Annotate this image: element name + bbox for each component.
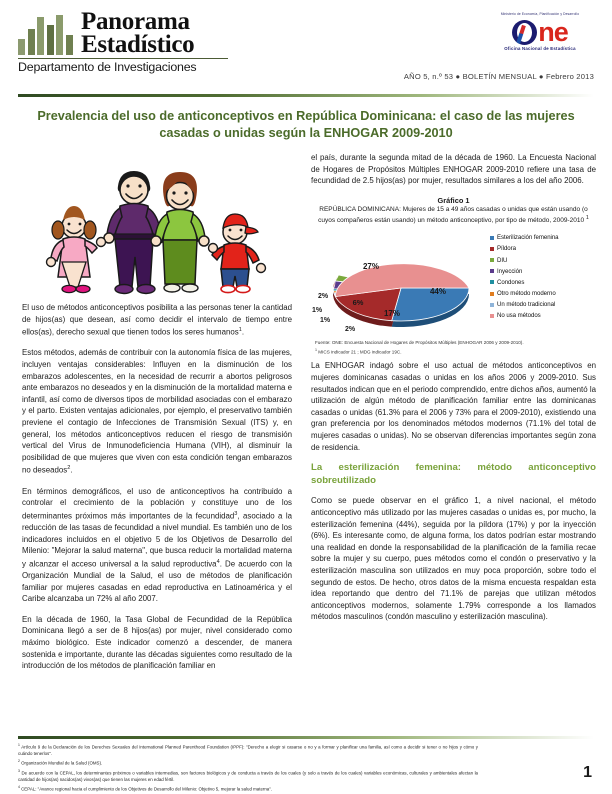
footnote-ref-1: 1: [238, 327, 242, 334]
footnote-item: [18, 758, 478, 767]
header-divider: [18, 94, 594, 97]
footnote-ref-2: 2: [67, 465, 71, 472]
legend-item: [490, 279, 598, 286]
one-o-icon: [512, 20, 537, 45]
section-heading: La esterilización femenina: método anticonceptivo sobreutilizado: [311, 462, 596, 486]
legend-item: [490, 268, 598, 275]
department-label: Departamento de Investigaciones: [18, 60, 197, 74]
footnote-text: Organización Mundial de la Salud (OMS).: [21, 760, 103, 766]
family-illustration: [22, 150, 292, 296]
svg-text:17%: 17%: [383, 309, 401, 319]
legend-label: No usa métodos: [497, 312, 541, 320]
svg-text:2%: 2%: [317, 293, 329, 301]
one-institution-logo: [486, 13, 594, 51]
right-after-chart-paragraph: La ENHOGAR indagó sobre el uso actual de métodos anticonceptivos en mujeres dominicanas casadas o unidas en los años 2006 y 2009-2010. Sus resultados indican que en el periodo comprendido, entre dichos años, aumentó la utilización de algún método de planificación familiar entre las dominicanas casadas o unidas (61.3% para el 2006 y 73% para el 2009-2010), existiendo una gran preferencia por los denominados métodos modernos (71.1% del total de mujeres casadas o unidas). No se observan diferencias importantes según zona de residencia.: [311, 361, 596, 452]
chart-title-superscript: 1: [585, 215, 589, 222]
chart-source: [315, 340, 596, 355]
pie-chart: [309, 232, 489, 338]
footnotes: [18, 742, 478, 794]
paragraph-4: En la década de 1960, la Tasa Global de Fecundidad de la República Dominicana llegó a ser de 8 hijos(as) por mujer, nivel considerado como máximo biológico. Este indicador comenzó a descender, de manera sostenida e importante, durante las décadas siguientes como resultado de la introducción de los métodos de planificación familiar en: [22, 614, 292, 671]
svg-text:1%: 1%: [311, 307, 323, 315]
legend-swatch-icon: [490, 292, 494, 296]
paragraph-3-text-a: En términos demográficos, el uso de anticonceptivos ha contribuido a controlar el crecimiento de la población y constituye uno de los determinantes próximos más importantes de la fecundidad: [22, 486, 292, 521]
chart-source-line: Fuente: ONE: Encuesta Nacional de Hogares de Propósitos Múltiples (ENHOGAR 2006 y 2009-2010).: [315, 340, 524, 346]
footnote-marker: 2: [18, 759, 20, 764]
paragraph-2: Estos métodos, además de contribuir con la autonomía física de las mujeres, incluyen ventajas considerables: Influyen en la disminución de los embarazos adolescentes, en la necesidad de recurrir a abortos peligrosos ante embarazos no deseados y en la disminución de la mortalidad materna e infantil, así como de diversos tipos de morbilidad asociadas con el embarazo y el parto. Existen ventajas adicionales, por ejemplo, el preservativo también previene el contagio de Infecciones de Transmisión Sexual (ITS) y, en general, los métodos anticonceptivos reducen el riesgo de transmisión vertical del Virus de Inmunodeficiencia Humana (VIH), al disminuir la posibilidad de que mujeres que viven con esta condición tengan embarazos no deseados$^2$.: [22, 348, 292, 475]
footnote-marker: 3: [18, 769, 20, 774]
legend-label: Esterilización femenina: [497, 234, 559, 242]
legend-item: [490, 301, 598, 308]
one-subtitle: Oficina Nacional de Estadística: [504, 46, 576, 52]
svg-text:27%: 27%: [362, 262, 380, 272]
chart-source-note-marker: 1: [315, 347, 317, 352]
legend-swatch-icon: [490, 280, 494, 284]
footer-divider: [18, 736, 594, 739]
bar-chart-logo-icon: [18, 15, 75, 56]
svg-text:44%: 44%: [429, 287, 447, 297]
svg-text:1%: 1%: [319, 317, 331, 325]
legend-label: Otro método moderno: [497, 290, 556, 298]
legend-swatch-icon: [490, 303, 494, 307]
legend-swatch-icon: [490, 236, 494, 240]
legend-label: DIU: [497, 256, 508, 264]
publication-wordmark: [81, 10, 194, 56]
legend-item: [490, 312, 598, 319]
legend-label: Condones: [497, 278, 525, 286]
paragraph-3-text-c: . De acuerdo con la Organización Mundial de la Salud, el uso de métodos de planificación familiar por mujeres casadas en edad reproductiva en Latinoamérica y el Caribe alcanzaba un 72% al año 2007.: [22, 559, 292, 604]
paragraph-2-text: Estos métodos, además de contribuir con la autonomía física de las mujeres, incluyen ventajas considerables: Influyen en la disminución de los embarazos adolescentes, en la necesidad de recurrir a abortos peligrosos ante embarazos no deseados y en la disminución de la mortalidad materna e infantil, así como de diversos tipos de morbilidad asociadas con el embarazo y el parto. Existen ventajas adicionales, por ejemplo, el preservativo también previene el contagio de Infecciones de Transmisión Sexual (ITS) y, en general, los métodos anticonceptivos reducen el riesgo de transmisión vertical del Virus de Inmunodeficiencia Humana (VIH), al disminuir la posibilidad de que mujeres que viven con esta condición tengan embarazos no deseados: [22, 348, 292, 475]
footnote-ref-4: 4: [216, 558, 220, 565]
chart-figure-label: Gráfico 1: [437, 195, 470, 205]
logo-divider: [18, 58, 228, 59]
chart-source-note-text: MICS indicador 21 ; MDG indicador 19C.: [318, 349, 402, 355]
paragraph-1-text: El uso de métodos anticonceptivos posibilita a las personas tener la cantidad de hijos(as) que desean, así como decidir el intervalo de tiempo entre ellos(as), derecho sexual que tienen todos los seres humanos: [22, 303, 292, 337]
right-intro-paragraph: el país, durante la segunda mitad de la década de 1960. La Encuesta Nacional de Hogares de Propósitos Múltiples ENHOGAR 2009-2010 refiere una tasa de fecundidad de 2.5 hijos(as) por mujer, resultados similares a los del año 2006.: [311, 153, 596, 186]
legend-item: [490, 257, 598, 264]
legend-item: [490, 245, 598, 252]
brand-line-2: Estadístico: [81, 31, 195, 58]
legend-swatch-icon: [490, 269, 494, 273]
ministry-label: Ministerio de Economía, Planificación y Desarrollo: [500, 12, 580, 17]
svg-text:6%: 6%: [352, 298, 364, 308]
left-column: [22, 150, 292, 681]
paragraph-1: El uso de métodos anticonceptivos posibilita a las personas tener la cantidad de hijos(as) que desean, así como decidir el intervalo de tiempo entre ellos(as), derecho sexual que tienen todos los seres humanos$^1$.: [22, 303, 292, 337]
chart-title: [317, 206, 590, 226]
footnote-ref-3: 3: [234, 510, 238, 517]
chart-source-note: [315, 347, 596, 356]
section-body-paragraph: Como se puede observar en el gráfico 1, a nivel nacional, el método anticonceptivo más utilizado por las mujeres casadas o unidas es, por mucho, la esterilización femenina (44%), seguida por la píldora (17%) y por la inyección (6%). Es interesante como, de alguna forma, los datos podrían estar mostrando una realidad en donde la responsabilidad de la planificación de la familia recae sobre la mujer y su cuerpo, pues métodos como el condón o preservativo y la esterilización masculina son utilizados en muy poca proporción, sobre todo el segundo de estos. De hecho, otros datos de la misma encuesta respaldan esta idea reportando que dentro del 71.1% de parejas que utilizan métodos anticonceptivos modernos, solamente 1.79% corresponde a los llamados métodos masculinos (condón masculino y esterilización masculina).: [311, 496, 596, 622]
footnote-text: CEPAL: "Avance regional hacia el cumplimiento de los Objetivos de Desarrollo del Milenio: Objetivo 5, mejorar la salud materna".: [21, 786, 273, 792]
right-column: [311, 152, 596, 632]
page-header: [0, 0, 612, 96]
chart-area: [311, 230, 596, 338]
paragraph-3-text-b: , asociado a la reducción de las tasas de fecundidad a nivel mundial. Es también uno de los indicadores incluidos en el objetivo 5 de los Objetivos de Desarrollo del Milenio: "Mejorar la salud materna", que busca reducir la mortalidad materna y alcanzar el acceso universal a la salud reproductiva: [22, 511, 292, 569]
legend-swatch-icon: [490, 247, 494, 251]
footnote-marker: 1: [18, 743, 20, 747]
legend-label: Inyección: [497, 267, 523, 275]
svg-text:2%: 2%: [344, 326, 356, 334]
footnote-item: [18, 768, 478, 783]
issue-line: AÑO 5, n.º 53 ● BOLETÍN MENSUAL ● Febrero 2013: [403, 72, 594, 81]
one-logo-text: ne: [538, 16, 568, 47]
legend-label: Un método tradicional: [497, 301, 556, 309]
legend-item: [490, 234, 598, 241]
chart-figure: [311, 196, 596, 356]
chart-legend: [490, 234, 598, 324]
paragraph-3: [22, 486, 292, 605]
legend-item: [490, 290, 598, 297]
footnote-text: Artículo 9 de la Declaración de los Derechos Sexuales del International Planned Parenthood Foundation (IPPF): "Derecho a elegir si casarse o no y a formar y planificar una familia, así como a decidir si tener o no hijos y cómo y cuándo tenerlos".: [18, 744, 479, 756]
footnote-item: [18, 742, 478, 757]
page-number: 1: [583, 764, 592, 781]
page-title: Prevalencia del uso de anticonceptivos en República Dominicana: el caso de las mujeres casadas o unidas según la ENHOGAR 2009-2010: [37, 109, 575, 140]
legend-label: Píldora: [497, 245, 516, 253]
brand-line-1: Panorama: [81, 8, 190, 35]
footnote-text: De acuerdo con la CEPAL, los determinantes próximos o variables intermedias, son factores biológicos y de conducta a través de los cuales (y solo a través de los cuales) variables económicas, culturales y ambientales afectan la cantidad de hijos(as) nacidos(as) vivos(as) que tienen las mujeres en edad fértil.: [18, 770, 478, 782]
one-logo-mark: [486, 18, 594, 46]
legend-swatch-icon: [490, 314, 494, 318]
legend-swatch-icon: [490, 258, 494, 262]
publication-logo: [18, 10, 278, 74]
chart-title-text: REPÚBLICA DOMINICANA: Mujeres de 15 a 49 años casadas o unidas que están usando (o cuyos compañeros están usando) un método anticonceptivo, por tipo de método, 2009-2010: [318, 205, 588, 225]
footnote-marker: 4: [18, 785, 20, 790]
